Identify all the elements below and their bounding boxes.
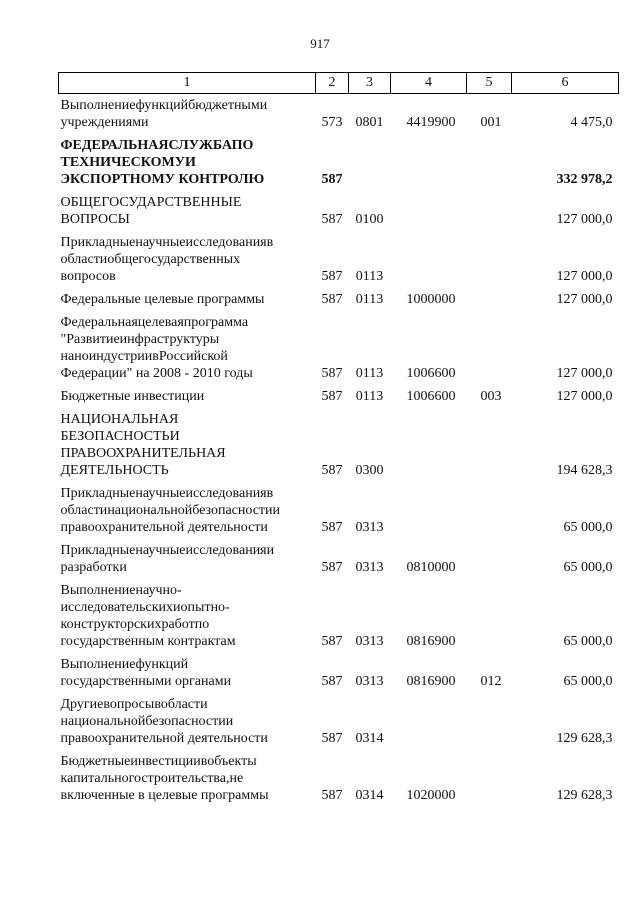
row-section: 0113 xyxy=(355,292,384,307)
table-row xyxy=(59,191,619,231)
header-col-6: 6 xyxy=(512,73,619,94)
row-name xyxy=(59,94,316,135)
row-name-line: ФЕДЕРАЛЬНАЯСЛУЖБАПО xyxy=(60,138,254,153)
row-section: 0314 xyxy=(355,731,384,746)
row-name-line: ДЕЯТЕЛЬНОСТЬ xyxy=(60,463,169,478)
row-section xyxy=(349,134,391,191)
row-name xyxy=(59,231,316,288)
row-target-article xyxy=(391,408,467,482)
row-name-line: государственным контрактам xyxy=(60,634,236,649)
row-target-article xyxy=(391,134,467,191)
row-section: 0313 xyxy=(355,560,384,575)
table-row xyxy=(59,231,619,288)
table-row xyxy=(59,539,619,579)
row-name xyxy=(59,653,316,693)
row-section: 0113 xyxy=(355,269,384,284)
row-amount: 65 000,0 xyxy=(563,560,613,575)
table-body xyxy=(59,94,619,808)
row-name xyxy=(59,539,316,579)
row-expense-type xyxy=(467,482,512,539)
budget-table xyxy=(58,72,619,807)
row-name-line: ЭКСПОРТНОМУ КОНТРОЛЮ xyxy=(60,172,265,187)
row-target-article: 4419900 xyxy=(406,115,456,130)
row-name-line: капитальногостроительства,не xyxy=(60,771,244,786)
row-expense-type xyxy=(467,408,512,482)
row-chapter: 587 xyxy=(321,634,343,649)
row-amount: 65 000,0 xyxy=(563,520,613,535)
row-name-line: Федерации" на 2008 - 2010 годы xyxy=(60,366,253,381)
table-row xyxy=(59,288,619,311)
row-amount: 65 000,0 xyxy=(563,634,613,649)
row-name-line: "Развитиеинфраструктуры xyxy=(60,332,220,347)
row-name-line: областинациональнойбезопасностии xyxy=(60,503,281,518)
row-amount: 332 978,2 xyxy=(556,172,613,187)
row-target-article: 1006600 xyxy=(406,366,456,381)
row-name xyxy=(59,579,316,653)
row-section: 0300 xyxy=(355,463,384,478)
row-name-line: Прикладныенаучныеисследованияв xyxy=(60,235,274,250)
row-name-line: наноиндустриивРоссийской xyxy=(60,349,228,364)
row-section: 0113 xyxy=(355,389,384,404)
row-chapter: 587 xyxy=(321,463,343,478)
row-section: 0313 xyxy=(355,520,384,535)
row-name xyxy=(59,385,316,408)
row-expense-type xyxy=(467,134,512,191)
row-name-line: вопросов xyxy=(60,269,116,284)
row-name-line: Прикладныенаучныеисследованияи xyxy=(60,543,275,558)
row-expense-type xyxy=(467,539,512,579)
row-name xyxy=(59,311,316,385)
header-col-4: 4 xyxy=(391,73,467,94)
row-name-line: конструкторскихработпо xyxy=(60,617,210,632)
header-col-2: 2 xyxy=(316,73,349,94)
table-row xyxy=(59,311,619,385)
row-target-article xyxy=(391,231,467,288)
row-section: 0313 xyxy=(355,674,384,689)
row-section: 0100 xyxy=(355,212,384,227)
row-target-article xyxy=(391,191,467,231)
row-name-line: правоохранительной деятельности xyxy=(60,520,268,535)
table-row xyxy=(59,385,619,408)
row-expense-type: 001 xyxy=(480,115,502,130)
row-section: 0801 xyxy=(355,115,384,130)
row-name-line: Выполнениефункцийбюджетными xyxy=(60,98,268,113)
row-expense-type: 003 xyxy=(480,389,502,404)
row-name xyxy=(59,408,316,482)
row-target-article: 0816900 xyxy=(406,634,456,649)
row-chapter: 587 xyxy=(321,212,343,227)
table-row xyxy=(59,653,619,693)
table-row xyxy=(59,579,619,653)
row-chapter: 587 xyxy=(321,269,343,284)
header-col-3: 3 xyxy=(349,73,391,94)
row-section: 0313 xyxy=(355,634,384,649)
header-col-1: 1 xyxy=(59,73,316,94)
row-chapter: 587 xyxy=(321,292,343,307)
row-name-line: Федеральные целевые программы xyxy=(60,292,265,307)
row-name xyxy=(59,482,316,539)
row-name-line: БЕЗОПАСНОСТЬИ xyxy=(60,429,180,444)
row-chapter: 587 xyxy=(321,389,343,404)
table-header xyxy=(59,73,619,94)
row-chapter: 587 xyxy=(321,366,343,381)
table-row xyxy=(59,94,619,135)
row-amount: 65 000,0 xyxy=(563,674,613,689)
row-expense-type xyxy=(467,693,512,750)
row-name xyxy=(59,134,316,191)
row-expense-type: 012 xyxy=(480,674,502,689)
table-row xyxy=(59,750,619,807)
row-chapter: 587 xyxy=(321,520,343,535)
row-target-article: 1020000 xyxy=(406,788,456,803)
row-name-line: Федеральнаяцелеваяпрограмма xyxy=(60,315,249,330)
row-target-article: 0816900 xyxy=(406,674,456,689)
row-expense-type xyxy=(467,750,512,807)
row-name-line: Бюджетные инвестиции xyxy=(60,389,205,404)
row-name-line: включенные в целевые программы xyxy=(60,788,269,803)
row-chapter: 587 xyxy=(321,731,343,746)
row-name-line: разработки xyxy=(60,560,127,575)
row-amount: 127 000,0 xyxy=(556,292,613,307)
row-target-article xyxy=(391,482,467,539)
row-amount: 194 628,3 xyxy=(556,463,613,478)
row-expense-type xyxy=(467,288,512,311)
row-name-line: Выполнениефункций xyxy=(60,657,189,672)
row-name-line: ПРАВООХРАНИТЕЛЬНАЯ xyxy=(60,446,226,461)
row-name xyxy=(59,750,316,807)
page-number: 917 xyxy=(310,36,330,51)
row-name-line: государственными органами xyxy=(60,674,232,689)
row-name-line: Бюджетныеинвестициивобъекты xyxy=(60,754,257,769)
row-section: 0113 xyxy=(355,366,384,381)
row-expense-type xyxy=(467,311,512,385)
row-name xyxy=(59,693,316,750)
row-expense-type xyxy=(467,191,512,231)
row-target-article xyxy=(391,693,467,750)
row-name-line: исследовательскихиопытно- xyxy=(60,600,230,615)
row-target-article: 1006600 xyxy=(406,389,456,404)
row-name-line: Выполнениенаучно- xyxy=(60,583,182,598)
row-name-line: ТЕХНИЧЕСКОМУИ xyxy=(60,155,196,170)
row-name-line: учреждениями xyxy=(60,115,149,130)
row-name-line: Другиевопросывобласти xyxy=(60,697,208,712)
row-name xyxy=(59,191,316,231)
table-row xyxy=(59,134,619,191)
table-row xyxy=(59,482,619,539)
row-amount: 129 628,3 xyxy=(556,788,613,803)
row-amount: 127 000,0 xyxy=(556,389,613,404)
row-expense-type xyxy=(467,579,512,653)
row-target-article: 1000000 xyxy=(406,292,456,307)
row-chapter: 587 xyxy=(321,560,343,575)
row-name-line: национальнойбезопасностии xyxy=(60,714,234,729)
row-chapter: 587 xyxy=(321,172,343,187)
row-chapter: 573 xyxy=(321,115,343,130)
row-amount: 127 000,0 xyxy=(556,212,613,227)
row-name-line: областиобщегосударственных xyxy=(60,252,241,267)
row-expense-type xyxy=(467,231,512,288)
row-chapter: 587 xyxy=(321,674,343,689)
row-target-article: 0810000 xyxy=(406,560,456,575)
table-row xyxy=(59,693,619,750)
row-name-line: Прикладныенаучныеисследованияв xyxy=(60,486,274,501)
row-amount: 127 000,0 xyxy=(556,269,613,284)
row-name-line: НАЦИОНАЛЬНАЯ xyxy=(60,412,179,427)
header-col-5: 5 xyxy=(467,73,512,94)
table-row xyxy=(59,408,619,482)
row-chapter: 587 xyxy=(321,788,343,803)
row-name-line: ВОПРОСЫ xyxy=(60,212,130,227)
row-name-line: правоохранительной деятельности xyxy=(60,731,268,746)
row-amount: 4 475,0 xyxy=(570,115,613,130)
row-name-line: ОБЩЕГОСУДАРСТВЕННЫЕ xyxy=(60,195,242,210)
row-name xyxy=(59,288,316,311)
row-amount: 127 000,0 xyxy=(556,366,613,381)
row-section: 0314 xyxy=(355,788,384,803)
row-amount: 129 628,3 xyxy=(556,731,613,746)
